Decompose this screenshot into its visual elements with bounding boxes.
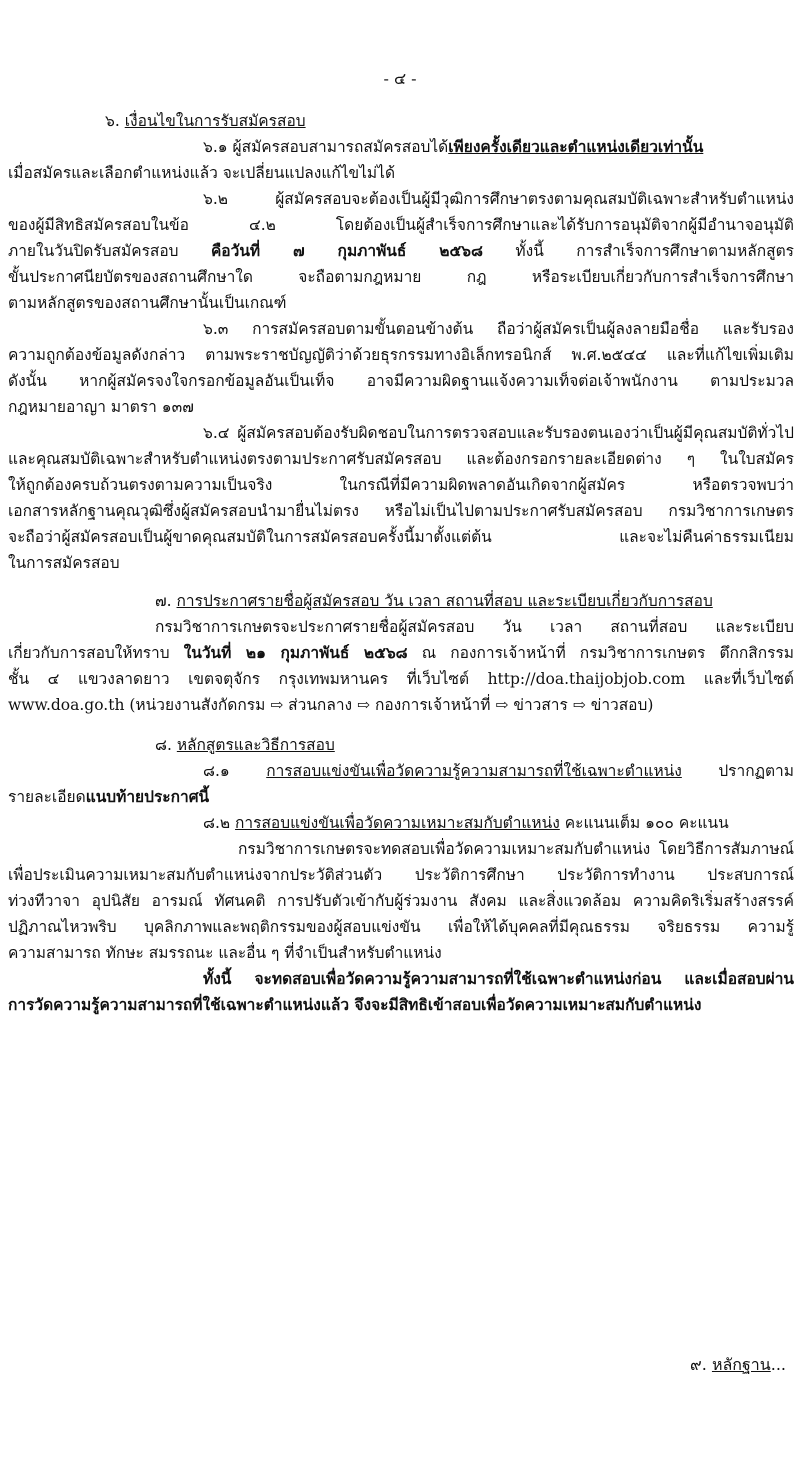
ellipsis: ...	[770, 1355, 786, 1374]
arrow-right-icon: ⇨	[495, 696, 509, 714]
section-7-line-3: ชั้น ๔ แขวงลาดยาว เขตจตุจักร กรุงเทพมหานคร ที่เว็บไซต์ http://doa.thaijobjob.com และที่เว็บไซต์	[8, 670, 794, 688]
clause-6-4-line-4: เอกสารหลักฐานคุณวุฒิซึ่งผู้สมัครสอบนำมายื่นไม่ตรง หรือไม่เป็นไปตามประกาศรับสมัครสอบ กรมวิชาการเกษตร	[8, 502, 794, 520]
nav-path-item: ข่าวสอบ)	[590, 696, 654, 714]
document-body	[8, 108, 794, 1018]
section-title: เงื่อนไขในการรับสมัครสอบ	[124, 112, 306, 130]
section-7-line-4	[8, 692, 794, 718]
clause-6-3-line-1: ๖.๓ การสมัครสอบตามขั้นตอนข้างต้น ถือว่าผู้สมัครเป็นผู้ลงลายมือชื่อ และรับรอง	[203, 320, 794, 338]
clause-6-2-line-3	[8, 238, 794, 264]
clause-6-2-line-4: ขั้นประกาศนียบัตรของสถานศึกษาใด จะถือตามกฎหมาย กฎ หรือระเบียบเกี่ยวกับการสำเร็จการศึกษา	[8, 268, 794, 286]
clause-6-4-line-2: และคุณสมบัติเฉพาะสำหรับตำแหน่งตรงตามประกาศรับสมัครสอบ และต้องกรอกรายละเอียดต่าง ๆ ในใบสมัคร	[8, 450, 794, 468]
spacer	[8, 576, 794, 588]
next-section-number: ๙.	[690, 1355, 707, 1374]
next-page-catchword	[690, 1352, 786, 1378]
clause-6-2-line-1: ๖.๒ ผู้สมัครสอบจะต้องเป็นผู้มีวุฒิการศึกษาตรงตามคุณสมบัติเฉพาะสำหรับตำแหน่ง	[203, 190, 794, 208]
clause-6-4-line-3: ให้ถูกต้องครบถ้วนตรงตามความเป็นจริง ในกรณีที่มีความผิดพลาดอันเกิดจากผู้สมัคร หรือตรวจพบว่า	[8, 476, 794, 494]
section-7-line-1: กรมวิชาการเกษตรจะประกาศรายชื่อผู้สมัครสอบ วัน เวลา สถานที่สอบ และระเบียบ	[155, 618, 794, 636]
clause-8-1-line-1	[8, 758, 794, 784]
clause-text: รายละเอียด	[8, 788, 86, 806]
clause-text: ณ กองการเจ้าหน้าที่ กรมวิชาการเกษตร ตึกกสิกรรม	[421, 644, 794, 662]
section-6-heading	[8, 108, 794, 134]
clause-text: ทั้งนี้ การสำเร็จการศึกษาตามหลักสูตร	[515, 242, 794, 260]
closing-date-text: คือวันที่ ๗ กุมภาพันธ์ ๒๕๖๘	[210, 241, 483, 260]
clause-6-3-line-2: ความถูกต้องข้อมูลดังกล่าว ตามพระราชบัญญัติว่าด้วยธุรกรรมทางอิเล็กทรอนิกส์ พ.ศ.๒๕๔๔ และที่แก้ไขเพิ่มเติม	[8, 346, 794, 364]
clause-6-4-line-6: ในการสมัครสอบ	[8, 554, 120, 572]
spacer	[8, 718, 794, 732]
clause-8-2-line-1: กรมวิชาการเกษตรจะทดสอบเพื่อวัดความเหมาะสมกับตำแหน่ง โดยวิธีการสัมภาษณ์	[238, 840, 794, 858]
clause-number: ๘.๑	[203, 762, 230, 780]
clause-title: การสอบแข่งขันเพื่อวัดความรู้ความสามารถที่ใช้เฉพาะตำแหน่ง	[266, 762, 682, 780]
clause-number: ๘.๒	[203, 814, 231, 832]
nav-path-item: (หน่วยงานสังกัดกรม	[129, 696, 266, 714]
clause-8-2-line-3: ท่วงทีวาจา อุปนิสัย อารมณ์ ทัศนคติ การปรับตัวเข้ากับผู้ร่วมงาน สังคม และสิ่งแวดล้อม ความคิดริเริ่มสร้างสรรค์	[8, 892, 794, 910]
section-number: ๖.	[105, 112, 120, 130]
website-text: www.doa.go.th	[8, 696, 125, 714]
clause-6-2-line-5: ตามหลักสูตรของสถานศึกษานั้นเป็นเกณฑ์	[8, 294, 287, 312]
clause-6-3-line-3: ดังนั้น หากผู้สมัครจงใจกรอกข้อมูลอันเป็นเท็จ อาจมีความผิดฐานแจ้งความเท็จต่อเจ้าพนักงาน ตามประมวล	[8, 372, 794, 390]
nav-path-item: ข่าวสาร	[513, 696, 568, 714]
clause-8-2-line-0	[8, 810, 794, 836]
clause-6-4-line-5: จะถือว่าผู้สมัครสอบเป็นผู้ขาดคุณสมบัติในการสมัครสอบครั้งนี้มาตั้งแต่ต้น และจะไม่คืนค่าธรรมเนียม	[8, 528, 794, 546]
section-title: หลักสูตรและวิธีการสอบ	[176, 736, 335, 754]
clause-8-1-line-2	[8, 784, 794, 810]
clause-6-4-line-1: ๖.๔ ผู้สมัครสอบต้องรับผิดชอบในการตรวจสอบและรับรองตนเองว่าเป็นผู้มีคุณสมบัติทั่วไป	[203, 424, 794, 442]
clause-text: ภายในวันปิดรับสมัครสอบ	[8, 242, 179, 260]
clause-text: เกี่ยวกับการสอบให้ทราบ	[8, 644, 170, 662]
clause-8-2-line-2: เพื่อประเมินความเหมาะสมกับตำแหน่งจากประวัติส่วนตัว ประวัติการศึกษา ประวัติการทำงาน ประสบการณ์	[8, 866, 794, 884]
clause-6-3-line-4: กฎหมายอาญา มาตรา ๑๓๗	[8, 398, 194, 416]
nav-path-item: ส่วนกลาง	[288, 696, 353, 714]
section-number: ๘.	[155, 736, 172, 754]
arrow-right-icon: ⇨	[572, 696, 586, 714]
section-8-heading	[8, 732, 794, 758]
arrow-right-icon: ⇨	[357, 696, 371, 714]
section-7-line-2	[8, 640, 794, 666]
clause-6-1-line-1	[8, 134, 794, 160]
clause-title: การสอบแข่งขันเพื่อวัดความเหมาะสมกับตำแหน่ง	[235, 814, 560, 832]
section-7-heading	[8, 588, 794, 614]
clause-6-1-line-2: เมื่อสมัครและเลือกตำแหน่งแล้ว จะเปลี่ยนแปลงแก้ไขไม่ได้	[8, 164, 396, 182]
page-number: - ๔ -	[383, 69, 417, 88]
closing-line-1: ทั้งนี้ จะทดสอบเพื่อวัดความรู้ความสามารถที่ใช้เฉพาะตำแหน่งก่อน และเมื่อสอบผ่าน	[203, 969, 794, 988]
closing-line-2: การวัดความรู้ความสามารถที่ใช้เฉพาะตำแหน่งแล้ว จึงจะมีสิทธิเข้าสอบเพื่อวัดความเหมาะสมกับตำแหน่ง	[8, 995, 702, 1014]
emphasized-text: เพียงครั้งเดียวและตำแหน่งเดียวเท่านั้น	[448, 137, 704, 156]
section-title: การประกาศรายชื่อผู้สมัครสอบ วัน เวลา สถานที่สอบ และระเบียบเกี่ยวกับการสอบ	[176, 592, 713, 610]
nav-path-item: กองการเจ้าหน้าที่	[374, 696, 491, 714]
clause-text: ปรากฏตาม	[718, 762, 794, 780]
clause-6-2-line-2: ของผู้มีสิทธิสมัครสอบในข้อ ๔.๒ โดยต้องเป็นผู้สำเร็จการศึกษาและได้รับการอนุมัติจากผู้มีอำนาจอนุมัติ	[8, 216, 794, 234]
next-section-title: หลักฐาน	[711, 1355, 771, 1374]
clause-8-2-line-4: ปฏิภาณไหวพริบ บุคลิกภาพและพฤติกรรมของผู้สอบแข่งขัน เพื่อให้ได้บุคคลที่มีคุณธรรม จริยธรรม ความรู้	[8, 918, 794, 936]
clause-8-2-line-5: ความสามารถ ทักษะ สมรรถนะ และอื่น ๆ ที่จำเป็นสำหรับตำแหน่ง	[8, 944, 442, 962]
section-number: ๗.	[155, 592, 172, 610]
clause-text: ๖.๑ ผู้สมัครสอบสามารถสมัครสอบได้	[203, 138, 449, 156]
emphasized-text: แนบท้ายประกาศนี้	[85, 787, 210, 806]
arrow-right-icon: ⇨	[270, 696, 284, 714]
announcement-date-text: ในวันที่ ๒๑ กุมภาพันธ์ ๒๕๖๘	[183, 643, 408, 662]
full-score-text: คะแนนเต็ม ๑๐๐ คะแนน	[564, 814, 729, 832]
